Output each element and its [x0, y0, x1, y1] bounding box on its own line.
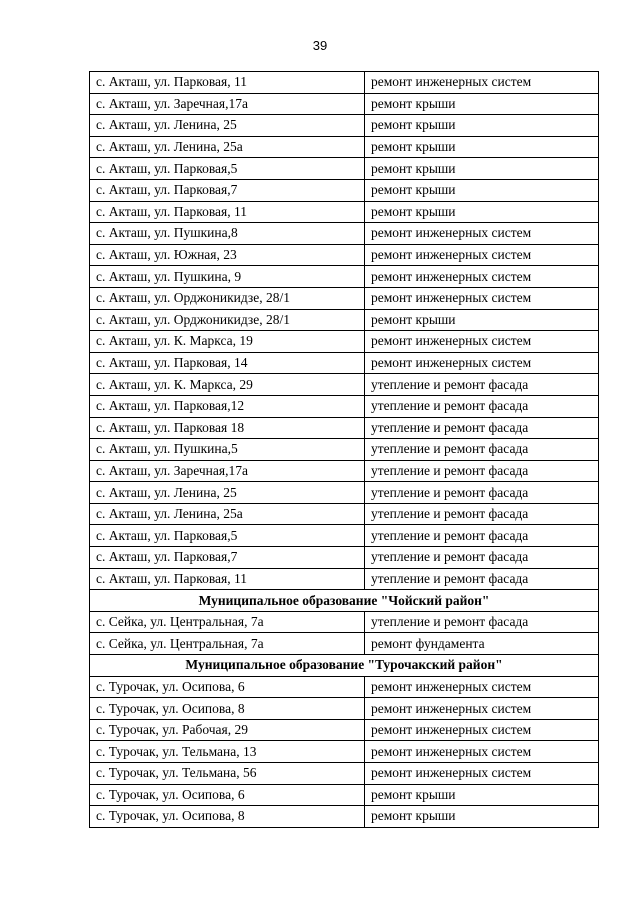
work-type-cell: ремонт крыши: [365, 806, 599, 828]
work-type-cell: утепление и ремонт фасада: [365, 503, 599, 525]
work-type-cell: утепление и ремонт фасада: [365, 525, 599, 547]
work-type-cell: утепление и ремонт фасада: [365, 395, 599, 417]
address-cell: с. Турочак, ул. Тельмана, 56: [90, 763, 365, 785]
table-row: [90, 698, 599, 720]
table-row: [90, 309, 599, 331]
address-cell: с. Акташ, ул. Южная, 23: [90, 244, 365, 266]
work-type-cell: утепление и ремонт фасада: [365, 417, 599, 439]
table-row: [90, 93, 599, 115]
works-table-body: [90, 72, 599, 828]
table-row: [90, 287, 599, 309]
table-row: [90, 72, 599, 94]
address-cell: с. Турочак, ул. Осипова, 8: [90, 698, 365, 720]
address-cell: с. Турочак, ул. Осипова, 6: [90, 676, 365, 698]
address-cell: с. Акташ, ул. Пушкина,8: [90, 223, 365, 245]
table-row: [90, 503, 599, 525]
work-type-cell: ремонт крыши: [365, 784, 599, 806]
work-type-cell: утепление и ремонт фасада: [365, 439, 599, 461]
address-cell: с. Акташ, ул. Заречная,17а: [90, 460, 365, 482]
work-type-cell: ремонт инженерных систем: [365, 676, 599, 698]
page-number: 39: [312, 38, 328, 53]
table-row: [90, 806, 599, 828]
table-row: [90, 266, 599, 288]
table-row: [90, 158, 599, 180]
table-row: [90, 525, 599, 547]
table-row: [90, 223, 599, 245]
table-row: [90, 741, 599, 763]
work-type-cell: ремонт инженерных систем: [365, 331, 599, 353]
address-cell: с. Акташ, ул. Ленина, 25а: [90, 136, 365, 158]
work-type-cell: ремонт инженерных систем: [365, 719, 599, 741]
address-cell: с. Турочак, ул. Осипова, 8: [90, 806, 365, 828]
work-type-cell: утепление и ремонт фасада: [365, 611, 599, 633]
address-cell: с. Акташ, ул. Ленина, 25: [90, 115, 365, 137]
table-row: [90, 460, 599, 482]
work-type-cell: утепление и ремонт фасада: [365, 547, 599, 569]
address-cell: с. Сейка, ул. Центральная, 7а: [90, 633, 365, 655]
table-row: [90, 763, 599, 785]
work-type-cell: ремонт инженерных систем: [365, 244, 599, 266]
address-cell: с. Акташ, ул. Ленина, 25: [90, 482, 365, 504]
work-type-cell: ремонт инженерных систем: [365, 763, 599, 785]
table-row: [90, 374, 599, 396]
work-type-cell: ремонт инженерных систем: [365, 698, 599, 720]
work-type-cell: ремонт инженерных систем: [365, 741, 599, 763]
table-row: [90, 611, 599, 633]
work-type-cell: ремонт фундамента: [365, 633, 599, 655]
work-type-cell: ремонт крыши: [365, 309, 599, 331]
work-type-cell: утепление и ремонт фасада: [365, 568, 599, 590]
address-cell: с. Акташ, ул. Парковая,12: [90, 395, 365, 417]
work-type-cell: утепление и ремонт фасада: [365, 482, 599, 504]
address-cell: с. Акташ, ул. Парковая, 11: [90, 201, 365, 223]
address-cell: с. Акташ, ул. Парковая 18: [90, 417, 365, 439]
work-type-cell: утепление и ремонт фасада: [365, 460, 599, 482]
table-row: [90, 547, 599, 569]
address-cell: с. Акташ, ул. Парковая,7: [90, 179, 365, 201]
table-row: [90, 244, 599, 266]
table-row: [90, 417, 599, 439]
address-cell: с. Акташ, ул. Парковая,5: [90, 158, 365, 180]
address-cell: с. Акташ, ул. Ленина, 25а: [90, 503, 365, 525]
table-row: [90, 719, 599, 741]
address-cell: с. Акташ, ул. Парковая,5: [90, 525, 365, 547]
address-cell: с. Акташ, ул. К. Маркса, 19: [90, 331, 365, 353]
section-header-row: [90, 655, 599, 677]
table-row: [90, 136, 599, 158]
works-table: [89, 71, 599, 828]
address-cell: с. Акташ, ул. Пушкина, 9: [90, 266, 365, 288]
work-type-cell: ремонт крыши: [365, 179, 599, 201]
work-type-cell: ремонт крыши: [365, 136, 599, 158]
address-cell: с. Акташ, ул. Парковая, 11: [90, 72, 365, 94]
work-type-cell: ремонт инженерных систем: [365, 352, 599, 374]
address-cell: с. Акташ, ул. Заречная,17а: [90, 93, 365, 115]
address-cell: с. Акташ, ул. Парковая, 11: [90, 568, 365, 590]
address-cell: с. Акташ, ул. Парковая, 14: [90, 352, 365, 374]
section-title: Муниципальное образование "Турочакский район": [90, 655, 599, 677]
work-type-cell: ремонт крыши: [365, 158, 599, 180]
address-cell: с. Акташ, ул. Пушкина,5: [90, 439, 365, 461]
section-header-row: [90, 590, 599, 612]
work-type-cell: ремонт инженерных систем: [365, 266, 599, 288]
address-cell: с. Сейка, ул. Центральная, 7а: [90, 611, 365, 633]
table-row: [90, 201, 599, 223]
table-row: [90, 568, 599, 590]
work-type-cell: утепление и ремонт фасада: [365, 374, 599, 396]
address-cell: с. Турочак, ул. Тельмана, 13: [90, 741, 365, 763]
work-type-cell: ремонт инженерных систем: [365, 223, 599, 245]
table-row: [90, 633, 599, 655]
work-type-cell: ремонт инженерных систем: [365, 72, 599, 94]
work-type-cell: ремонт крыши: [365, 201, 599, 223]
table-row: [90, 179, 599, 201]
work-type-cell: ремонт крыши: [365, 115, 599, 137]
table-row: [90, 676, 599, 698]
section-title: Муниципальное образование "Чойский район": [90, 590, 599, 612]
table-row: [90, 439, 599, 461]
work-type-cell: ремонт инженерных систем: [365, 287, 599, 309]
table-row: [90, 352, 599, 374]
address-cell: с. Турочак, ул. Рабочая, 29: [90, 719, 365, 741]
table-row: [90, 482, 599, 504]
work-type-cell: ремонт крыши: [365, 93, 599, 115]
address-cell: с. Акташ, ул. К. Маркса, 29: [90, 374, 365, 396]
address-cell: с. Акташ, ул. Орджоникидзе, 28/1: [90, 287, 365, 309]
address-cell: с. Акташ, ул. Парковая,7: [90, 547, 365, 569]
address-cell: с. Акташ, ул. Орджоникидзе, 28/1: [90, 309, 365, 331]
table-row: [90, 395, 599, 417]
table-row: [90, 115, 599, 137]
table-row: [90, 331, 599, 353]
address-cell: с. Турочак, ул. Осипова, 6: [90, 784, 365, 806]
table-row: [90, 784, 599, 806]
